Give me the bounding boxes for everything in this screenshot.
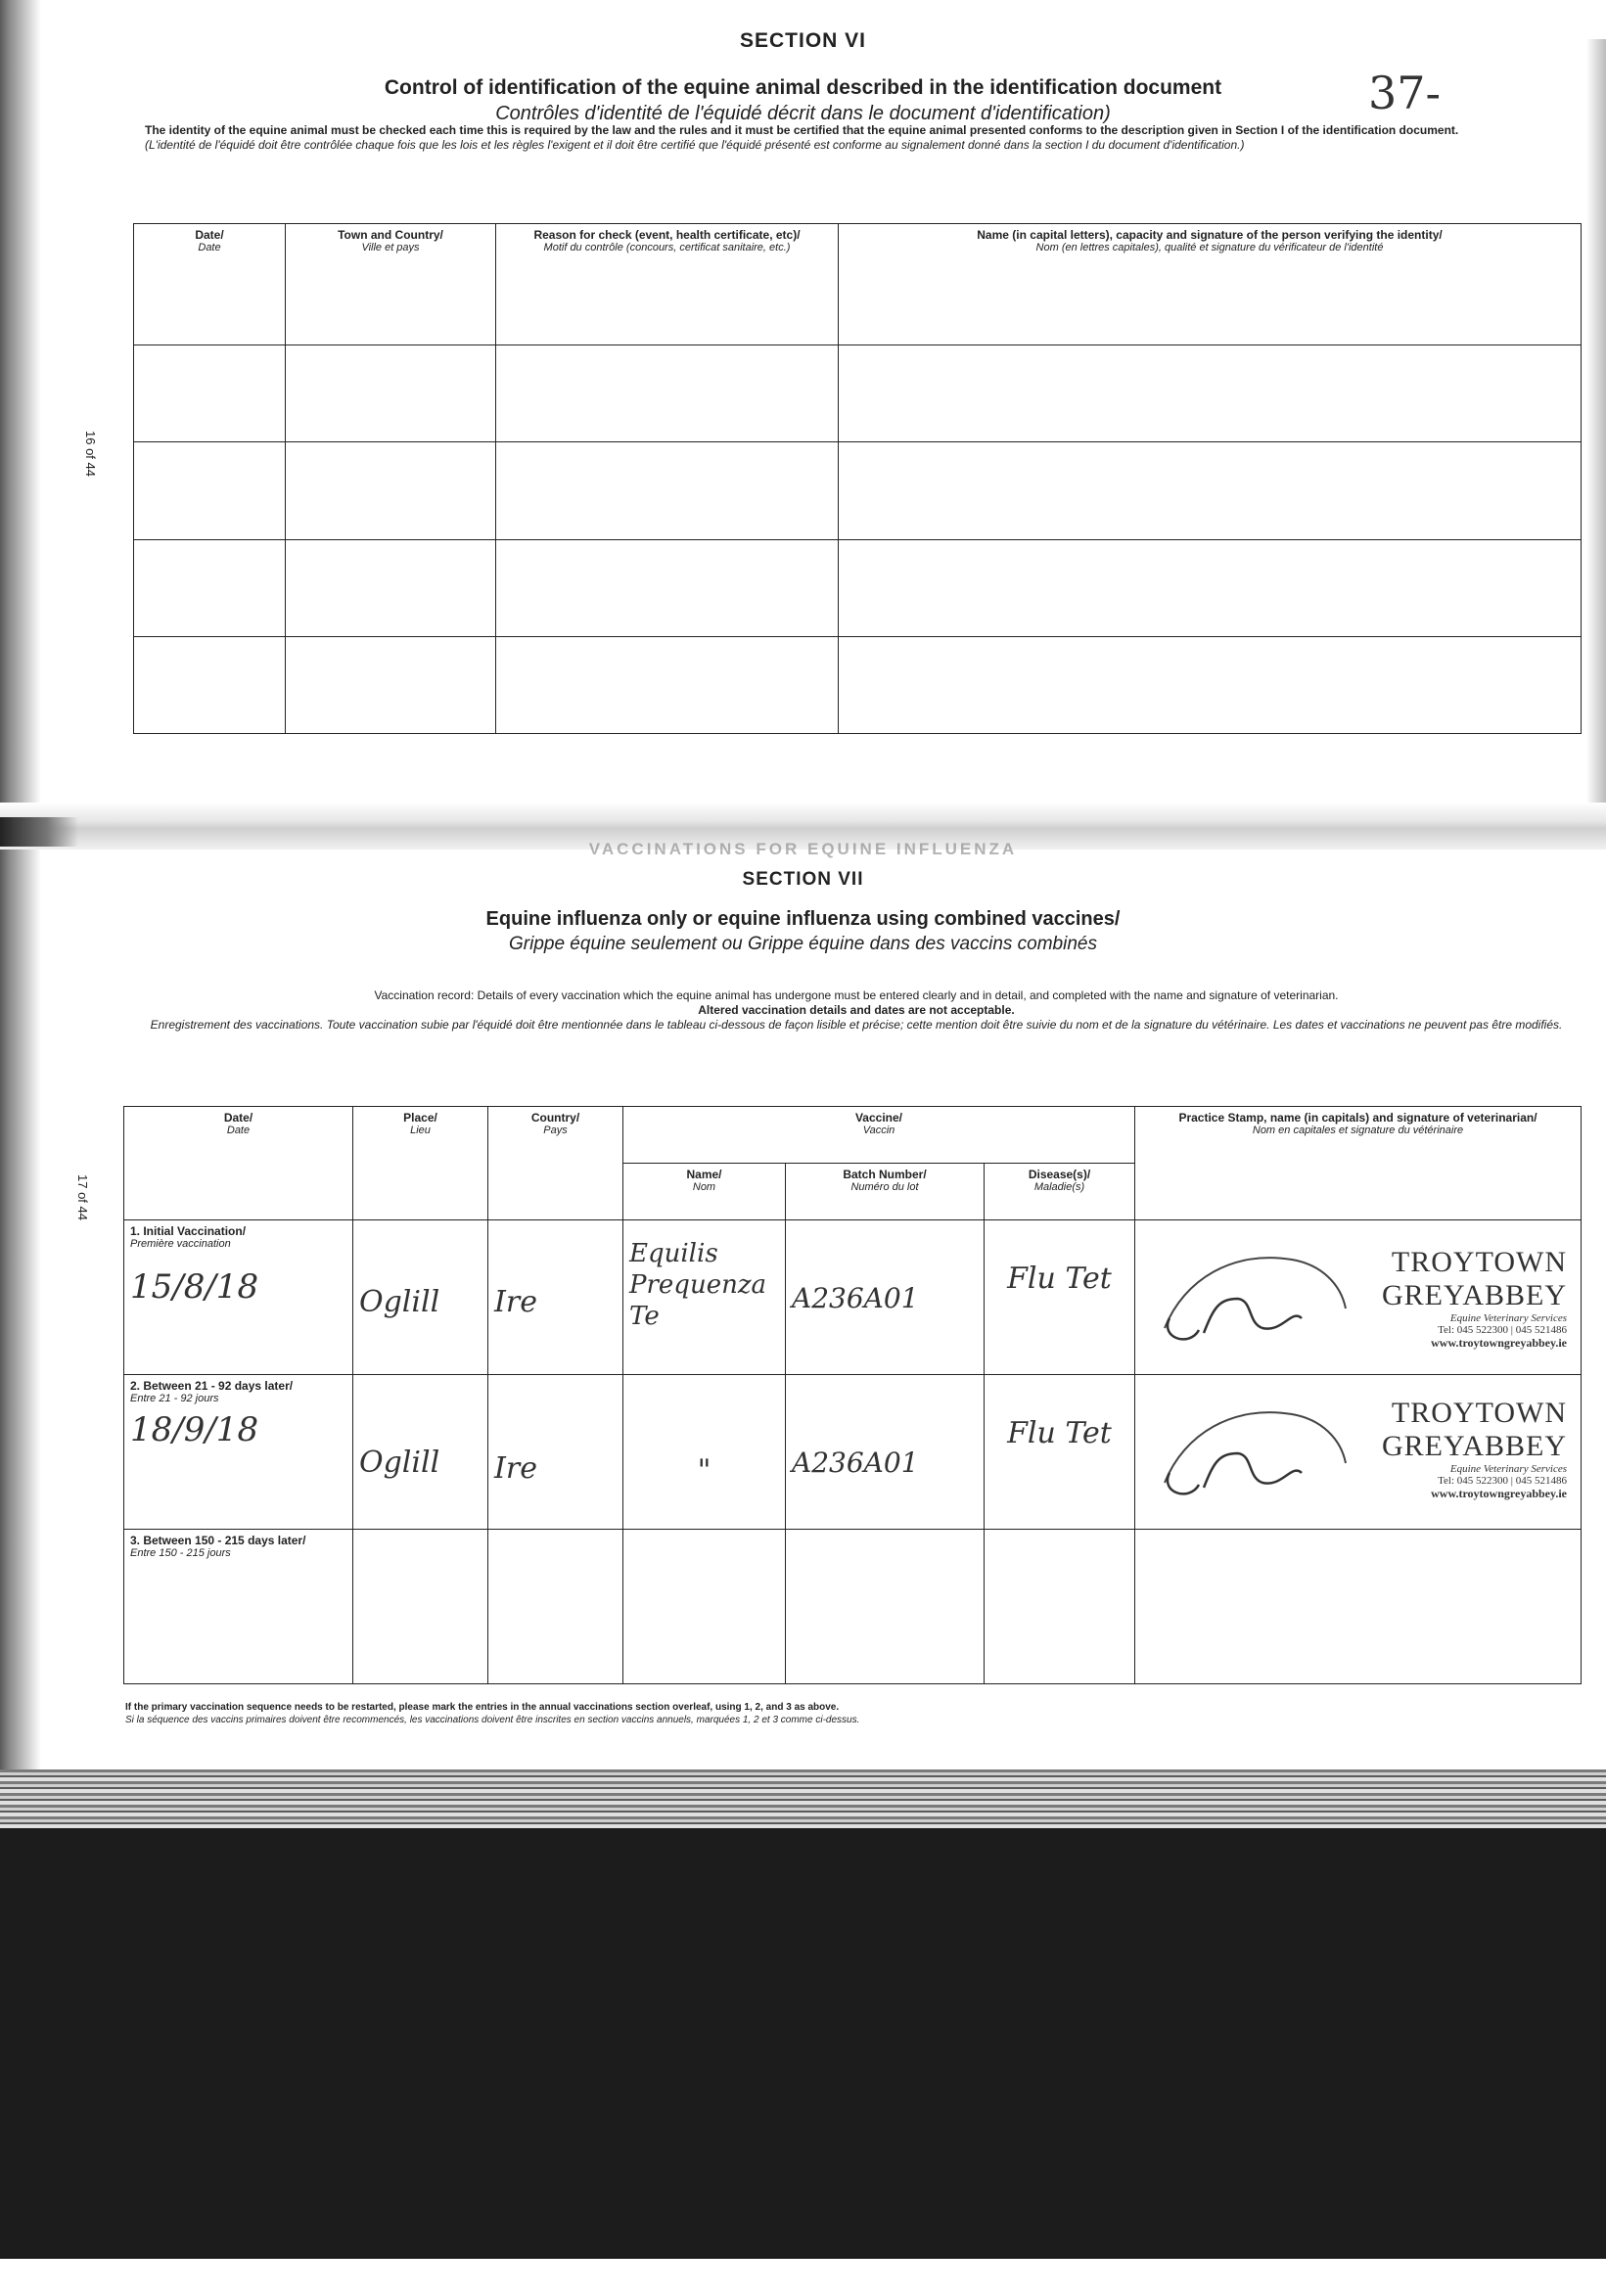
vacc-row1-country: Ire <box>494 1285 537 1319</box>
section6-title: SECTION VI <box>739 29 867 52</box>
vacc-col-batch: Batch Number/ Numéro du lot <box>786 1164 985 1220</box>
table-row <box>134 539 1582 636</box>
section7-heading-en: Equine influenza only or equine influenza using combined vaccines/ <box>485 908 1121 930</box>
section7-title: SECTION VII <box>742 869 864 890</box>
vacc-col-place: Place/ Lieu <box>353 1107 488 1220</box>
vacc-row2-vaccine-name: " <box>697 1453 711 1488</box>
vacc-row1-label: 1. Initial Vaccination/ Première vaccination 15/8/18 <box>124 1220 353 1375</box>
bottom-margin <box>0 2259 1606 2296</box>
section7-footer-fr: Si la séquence des vaccins primaires doivent être recommencés, les vaccinations doivent être inscrites en section vaccins annuels, marquées 1, 2 et 3 comme ci-dessus. <box>125 1715 860 1725</box>
scanner-background <box>0 1828 1606 2259</box>
section6-note-fr: (L'identité de l'équidé doit être contrôlée chaque fois que les lois et les règles l'exigent et il doit être certifié que l'équidé présenté est conforme au signalement donné dans la section I du document d'identification.) <box>145 138 1245 152</box>
vacc-row1-stamp-cell <box>1135 1220 1582 1375</box>
vacc-col-disease: Disease(s)/ Maladie(s) <box>985 1164 1135 1220</box>
vacc-col-date: Date/ Date <box>124 1107 353 1220</box>
table-row <box>134 442 1582 539</box>
col-date: Date/ Date <box>134 224 286 345</box>
horse-logo-icon <box>1145 1395 1360 1512</box>
vacc-row2-place: Oglill <box>359 1446 440 1480</box>
vacc-row1-disease: Flu Tet <box>1007 1262 1112 1296</box>
horse-logo-icon <box>1145 1240 1360 1357</box>
vaccination-header-row <box>124 1107 1582 1164</box>
section7-heading-fr: Grippe équine seulement ou Grippe équine dans des vaccins combinés <box>509 934 1097 954</box>
practice-stamp-1: TROYTOWN GREYABBEY Equine Veterinary Services Tel: 045 522300 | 045 521486 www.troytowngreyabbey.ie <box>1381 1246 1567 1350</box>
section7-note-en1: Vaccination record: Details of every vaccination which the equine animal has undergone must be entered clearly and in detail, and completed with the name and signature of veterinarian. <box>374 988 1339 1002</box>
vaccination-table <box>123 1106 1582 1684</box>
section7-footer <box>125 1701 1574 1726</box>
vacc-col-country: Country/ Pays <box>488 1107 623 1220</box>
table-row <box>124 1220 1582 1375</box>
col-town-country: Town and Country/ Ville et pays <box>286 224 496 345</box>
table-row <box>124 1375 1582 1530</box>
scan-band <box>0 1769 1606 1828</box>
section6-heading-en: Control of identification of the equine animal described in the identification document <box>384 76 1222 99</box>
vacc-row2-stamp-cell <box>1135 1375 1582 1530</box>
section7-note-en2: Altered vaccination details and dates are not acceptable. <box>698 1003 1015 1017</box>
scan-right-edge <box>1586 39 1606 822</box>
vacc-col-stamp: Practice Stamp, name (in capitals) and signature of veterinarian/ Nom en capitales et signature du vétérinaire <box>1135 1107 1582 1220</box>
section6-note-en: The identity of the equine animal must be checked each time this is required by the law and the rules and it must be certified that the equine animal presented conforms to the description given in Section I of the identification document. <box>145 123 1459 137</box>
vacc-row2-label: 2. Between 21 - 92 days later/ Entre 21 - 92 jours 18/9/18 <box>124 1375 353 1530</box>
handwritten-page-number: 37- <box>1368 67 1442 119</box>
vacc-row1-batch: A236A01 <box>792 1282 919 1314</box>
table-row <box>134 636 1582 733</box>
col-verifier: Name (in capital letters), capacity and signature of the person verifying the identity/ Nom (en lettres capitales), qualité et signature du vérificateur de l'identité <box>839 224 1582 345</box>
vacc-row2-batch: A236A01 <box>792 1446 919 1479</box>
vacc-row1-date: 15/8/18 <box>130 1267 259 1307</box>
table-row <box>124 1530 1582 1684</box>
vacc-col-name: Name/ Nom <box>623 1164 786 1220</box>
identity-check-table <box>133 223 1582 734</box>
practice-stamp-2: TROYTOWN GREYABBEY Equine Veterinary Services Tel: 045 522300 | 045 521486 www.troytowngreyabbey.ie <box>1381 1397 1567 1500</box>
page-number-16: 16 of 44 <box>83 431 98 477</box>
vacc-row2-disease: Flu Tet <box>1007 1416 1112 1450</box>
col-reason: Reason for check (event, health certificate, etc)/ Motif du contrôle (concours, certificat sanitaire, etc.) <box>496 224 839 345</box>
vacc-row1-place: Oglill <box>359 1285 440 1319</box>
vacc-row3-label: 3. Between 150 - 215 days later/ Entre 150 - 215 jours <box>124 1530 353 1684</box>
section7-footer-en: If the primary vaccination sequence needs to be restarted, please mark the entries in the annual vaccinations section overleaf, using 1, 2, and 3 as above. <box>125 1702 840 1713</box>
vacc-row2-date: 18/9/18 <box>130 1410 259 1449</box>
section6-note <box>145 123 1554 153</box>
table-row <box>134 345 1582 442</box>
vacc-row1-vaccine-name: Equilis Prequenza Te <box>629 1239 767 1331</box>
section7-note <box>137 988 1576 1033</box>
identity-check-header-row <box>134 224 1582 345</box>
vacc-col-vaccine: Vaccine/ Vaccin <box>623 1107 1135 1164</box>
section6-heading-fr: Contrôles d'identité de l'équidé décrit dans le document d'identification) <box>495 103 1111 124</box>
bleed-through-text: VACCINATIONS FOR EQUINE INFLUENZA <box>588 840 1018 858</box>
page-number-17: 17 of 44 <box>75 1174 90 1220</box>
vacc-row2-country: Ire <box>494 1451 537 1486</box>
section7-note-fr: Enregistrement des vaccinations. Toute vaccination subie par l'équidé doit être mentionnée dans le tableau ci-dessous de façon lisible et précise; cette mention doit être suivie du nom et de la signature du vétérinaire. Les dates et vaccinations ne peuvent pas être modifiés. <box>150 1018 1563 1032</box>
